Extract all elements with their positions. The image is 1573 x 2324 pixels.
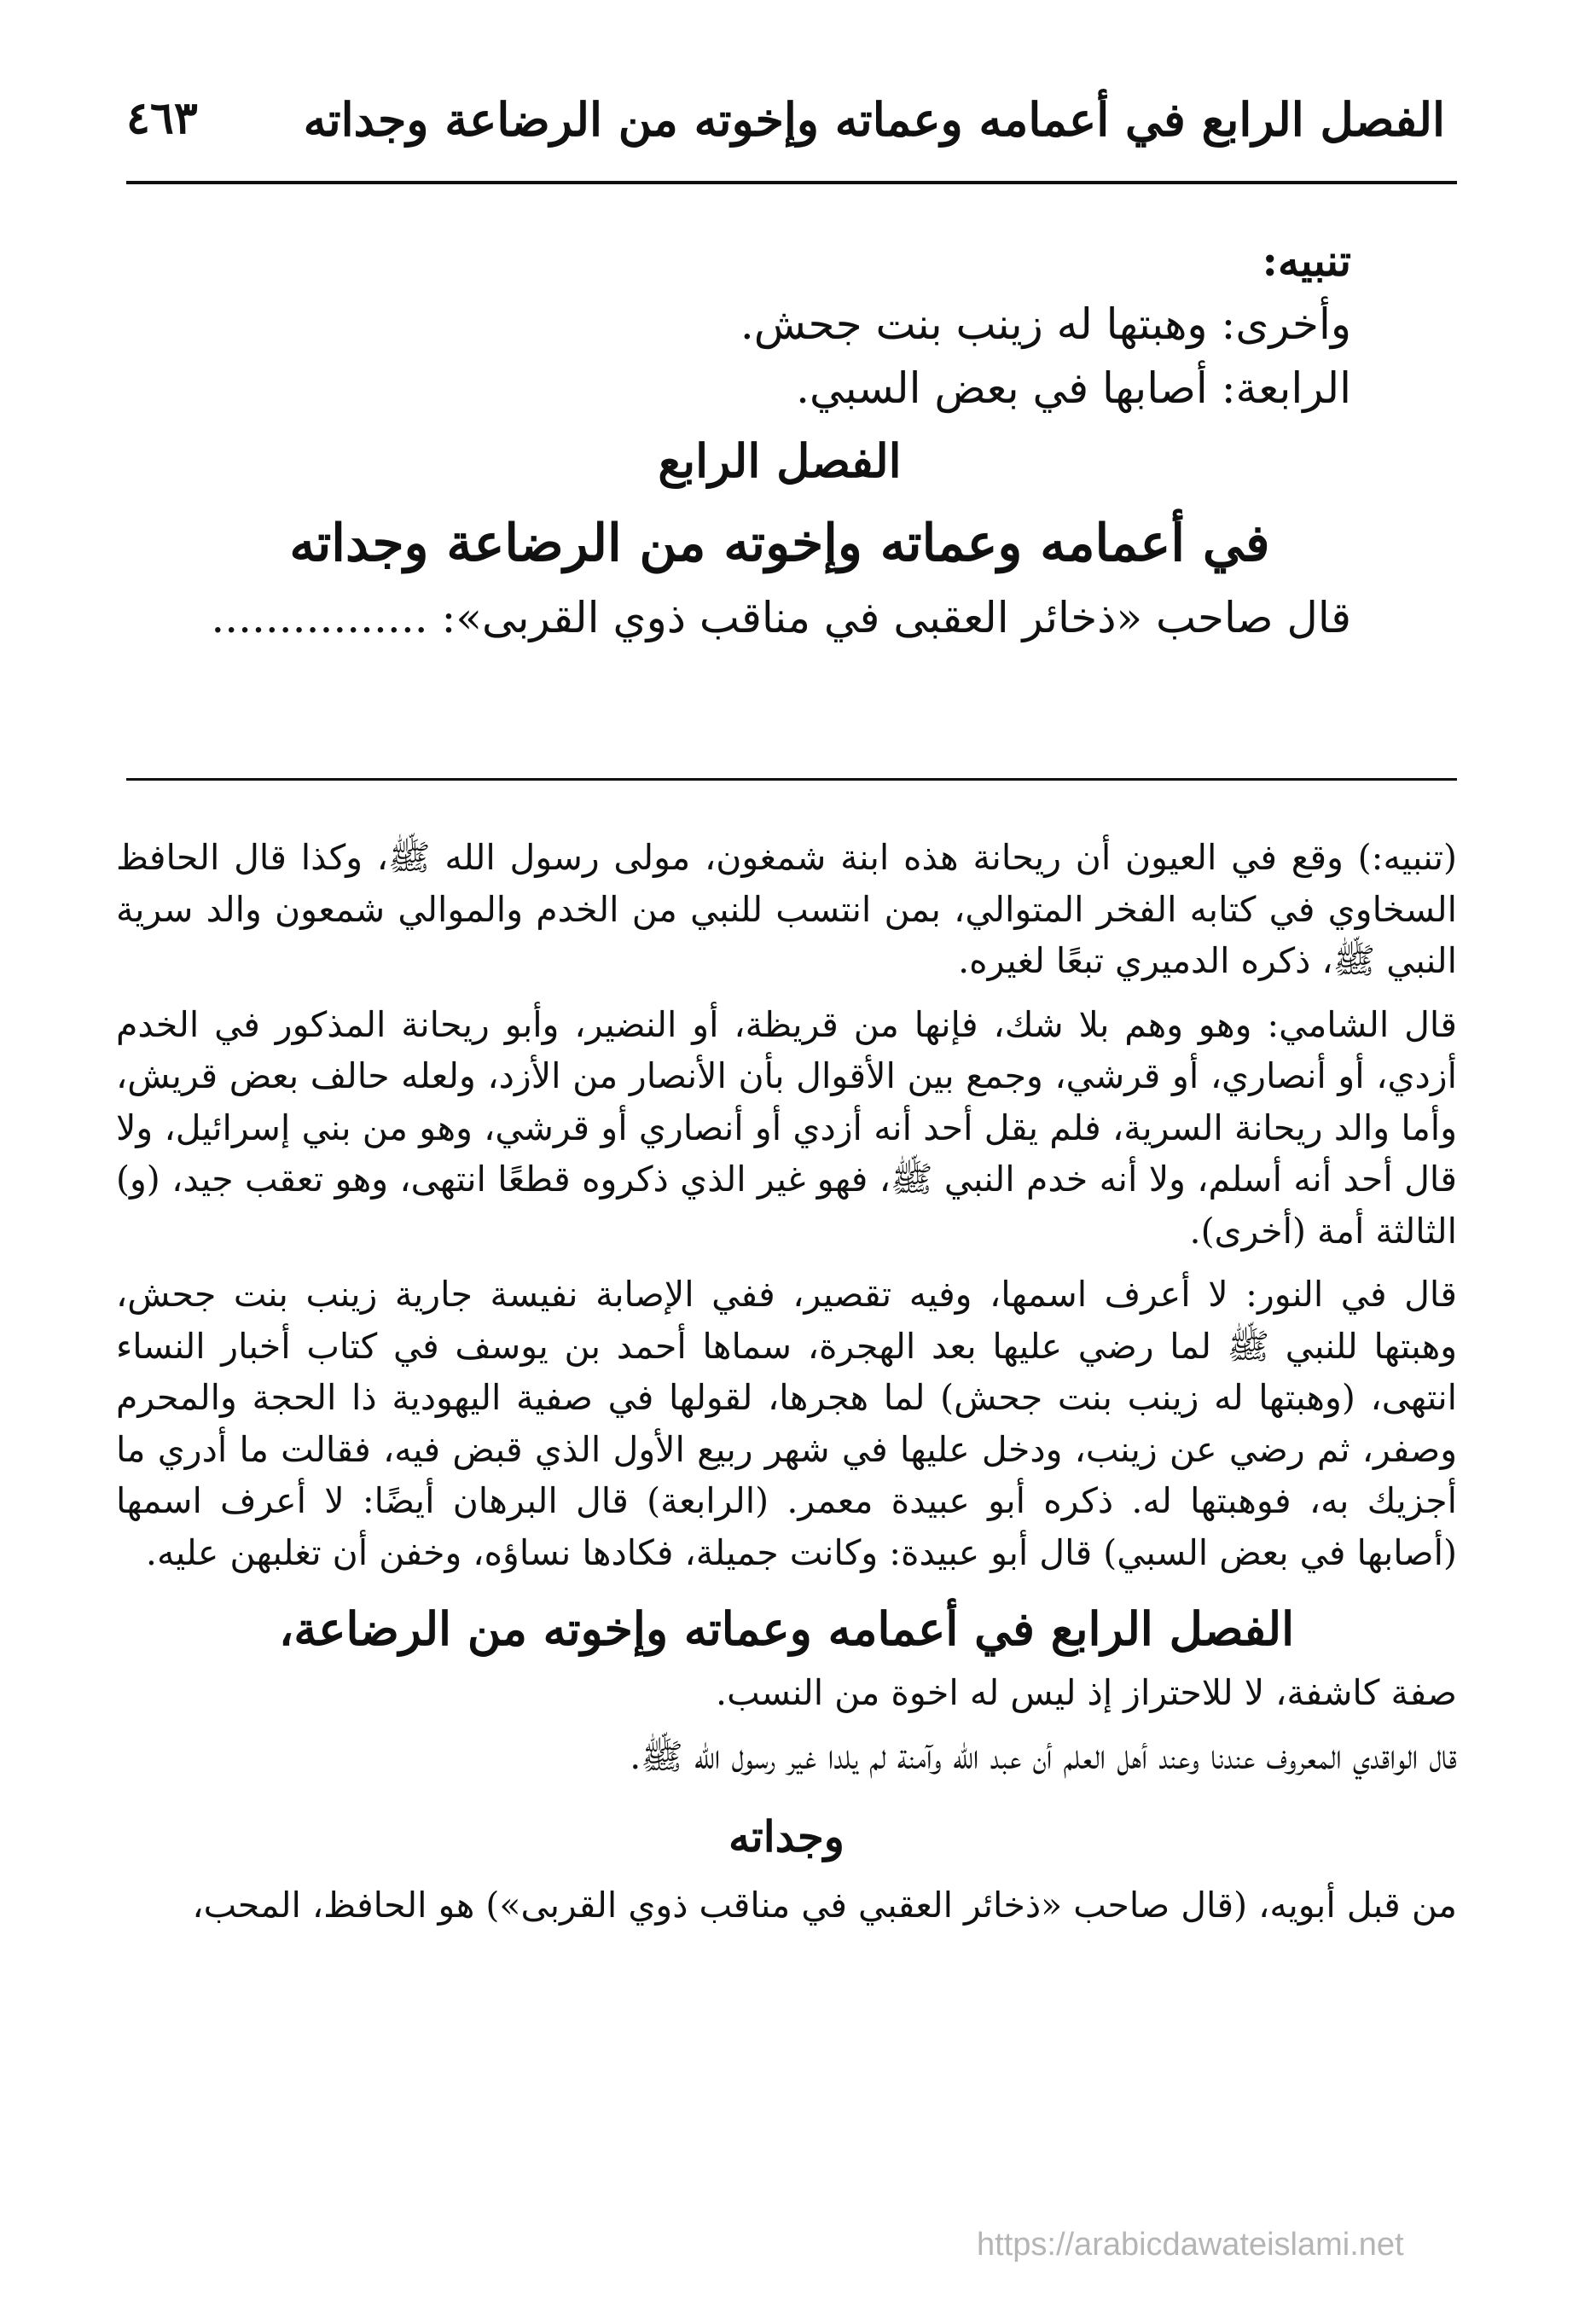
- quote-text: قال صاحب «ذخائر العقبى في مناقب ذوي القربى»:: [441, 593, 1351, 642]
- quote-dots: ................: [211, 593, 428, 642]
- commentary-subheading: الفصل الرابع في أعمامه وعماته وإخوته من الرضاعة،: [278, 1601, 1295, 1656]
- commentary-paragraph-5: قال الواقدي المعروف عندنا وعند أهل العلم أن عبد الله وآمنة لم يلدا غير رسول الله ﷺ.: [630, 1735, 1457, 1777]
- separator-rule: [126, 778, 1457, 781]
- text-line-ukhra: وأخرى: وهبتها له زينب بنت جحش.: [740, 299, 1351, 349]
- chapter-heading: الفصل الرابع: [658, 433, 902, 488]
- commentary-paragraph-2: قال الشامي: وهو وهم بلا شك، فإنها من قريظة، أو النضير، وأبو ريحانة المذكور في الخدم أزدي، أو أنصاري، أو قرشي، وجمع بين الأقوال بأن الأنصار من الأزد، ولعله حالف بعض قريش، وأما والد ريحانة السرية، فلم يقل أحد أنه أزدي أو أنصاري أو قرشي، وهو من بني إسرائيل، ولا قال أحد أنه أسلم، ولا أنه خدم النبي ﷺ، فهو غير الذي ذكروه قطعًا انتهى، وهو تعقب جيد، (و) الثالثة أمة (أخرى).: [116, 1003, 1457, 1252]
- watermark-url: https://arabicdawateislami.net: [977, 2227, 1404, 2263]
- commentary-paragraph-4: صفة كاشفة، لا للاحتراز إذ ليس له اخوة من النسب.: [716, 1672, 1457, 1713]
- commentary-paragraph-6: من قبل أبويه، (قال صاحب «ذخائر العقبي في مناقب ذوي القربى») هو الحافظ، المحب،: [192, 1885, 1457, 1926]
- commentary-paragraph-3: قال في النور: لا أعرف اسمها، وفيه تقصير، ففي الإصابة نفيسة جارية زينب بنت جحش، وهبتها للنبي ﷺ لما رضي عليها بعد الهجرة، سماها أحمد بن يوسف في كتاب أخبار النساء انتهى، (وهبتها له زينب بنت جحش) لما هجرها، لقولها في صفية اليهودية ذا الحجة والمحرم وصفر، ثم رضي عن زينب، ودخل عليها في شهر ربيع الأول الذي قبض فيه، فقالت ما أدري ما أجزيك به، فوهبتها له. ذكره أبو عبيدة معمر. (الرابعة) قال البرهان أيضًا: لا أعرف اسمها (أصابها في بعض السبي) قال أبو عبيدة: وكانت جميلة، فكادها نساؤه، وخفن أن تغلبهن عليه.: [116, 1274, 1457, 1573]
- text-line-rabia: الرابعة: أصابها في بعض السبي.: [796, 363, 1351, 413]
- commentary-section: [116, 832, 1457, 1943]
- quote-line: [157, 586, 1351, 650]
- chapter-subheading: في أعمامه وعماته وإخوته من الرضاعة وجداته: [289, 514, 1270, 573]
- commentary-paragraph-1: (تنبيه:) وقع في العيون أن ريحانة هذه ابنة شمغون، مولى رسول الله ﷺ، وكذا قال الحافظ السخاوي في كتابه الفخر المتوالي، بمن انتسب للنبي من الخدم والموالي شمعون والد سرية النبي ﷺ، ذكره الدميري تبعًا لغيره.: [116, 837, 1457, 981]
- commentary-subheading-2: وجداته: [728, 1811, 845, 1862]
- note-label: تنبيه:: [1262, 235, 1351, 286]
- main-text: [157, 229, 1351, 650]
- page-number: ٤٦٣: [126, 92, 198, 144]
- running-header-title: الفصل الرابع في أعمامه وعماته وإخوته من الرضاعة وجداته: [303, 92, 1445, 147]
- header-rule: [126, 181, 1457, 184]
